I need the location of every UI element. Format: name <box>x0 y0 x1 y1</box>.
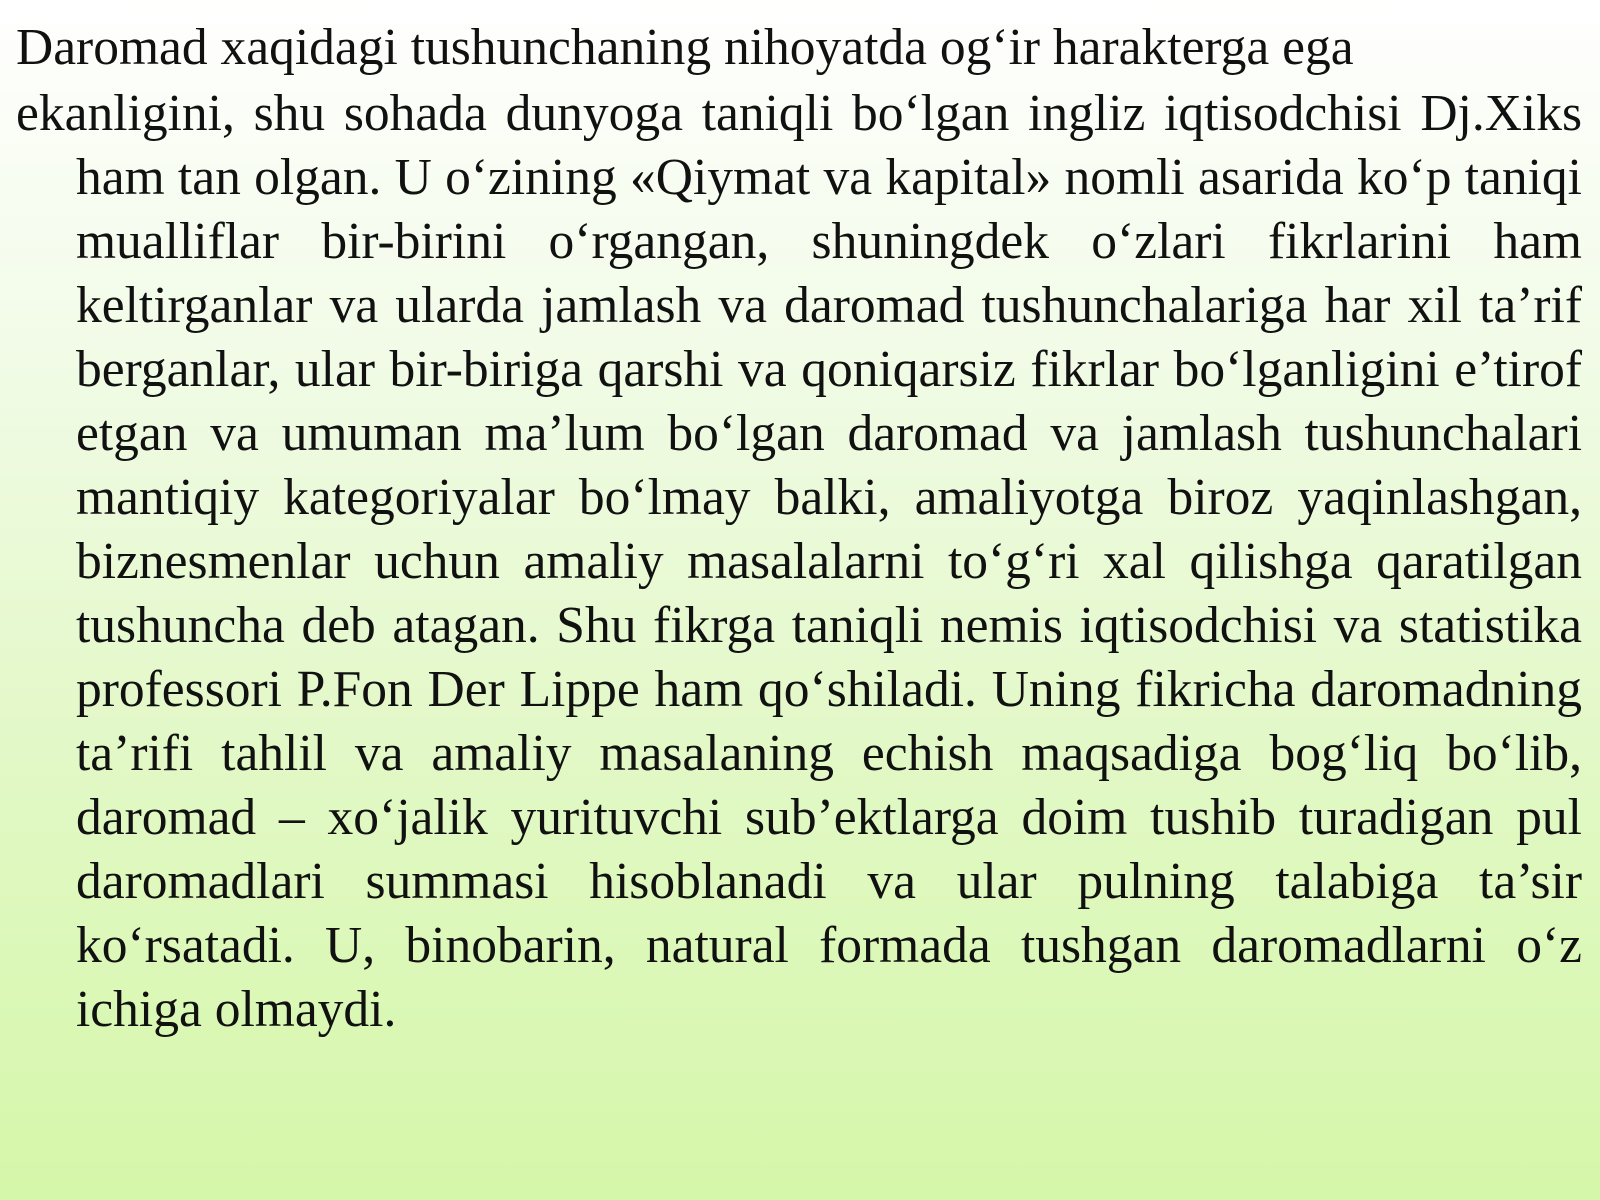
first-line: Daromad xaqidagi tushunchaning nihoyatda og‘ir harakterga ega <box>16 19 1354 76</box>
body-paragraph: ekanligini, shu sohada dunyoga taniqli bo‘lgan ingliz iqtisodchisi Dj.Xiks ham tan olgan. U o‘zining «Qiymat va kapital» nomli asarida ko‘p taniqi mualliflar bir-birini o‘rgangan, shuningdek o‘zlari fikrlarini ham keltirganlar va ularda jamlash va daromad tushunchalariga har xil ta’rif berganlar, ular bir-biriga qarshi va qoniqarsiz fikrlar bo‘lganligini e’tirof etgan va umuman ma’lum bo‘lgan daromad va jamlash tushunchalari mantiqiy kategoriyalar bo‘lmay balki, amaliyotga biroz yaqinlashgan, biznesmenlar uchun amaliy masalalarni to‘g‘ri xal qilishga qaratilgan tushuncha deb atagan. Shu fikrga taniqli nemis iqtisodchisi va statistika professori P.Fon Der Lippe ham qo‘shiladi. Uning fikricha daromadning ta’rifi tahlil va amaliy masalaning echish maqsadiga bog‘liq bo‘lib, daromad – xo‘jalik yurituvchi sub’ektlarga doim tushib turadigan pul daromadlari summasi hisoblanadi va ular pulning talabiga ta’sir ko‘rsatadi. U, binobarin, natural formada tushgan daromadlarni o‘z ichiga olmaydi. <box>16 85 1582 1038</box>
slide-text-block <box>16 16 1582 1042</box>
